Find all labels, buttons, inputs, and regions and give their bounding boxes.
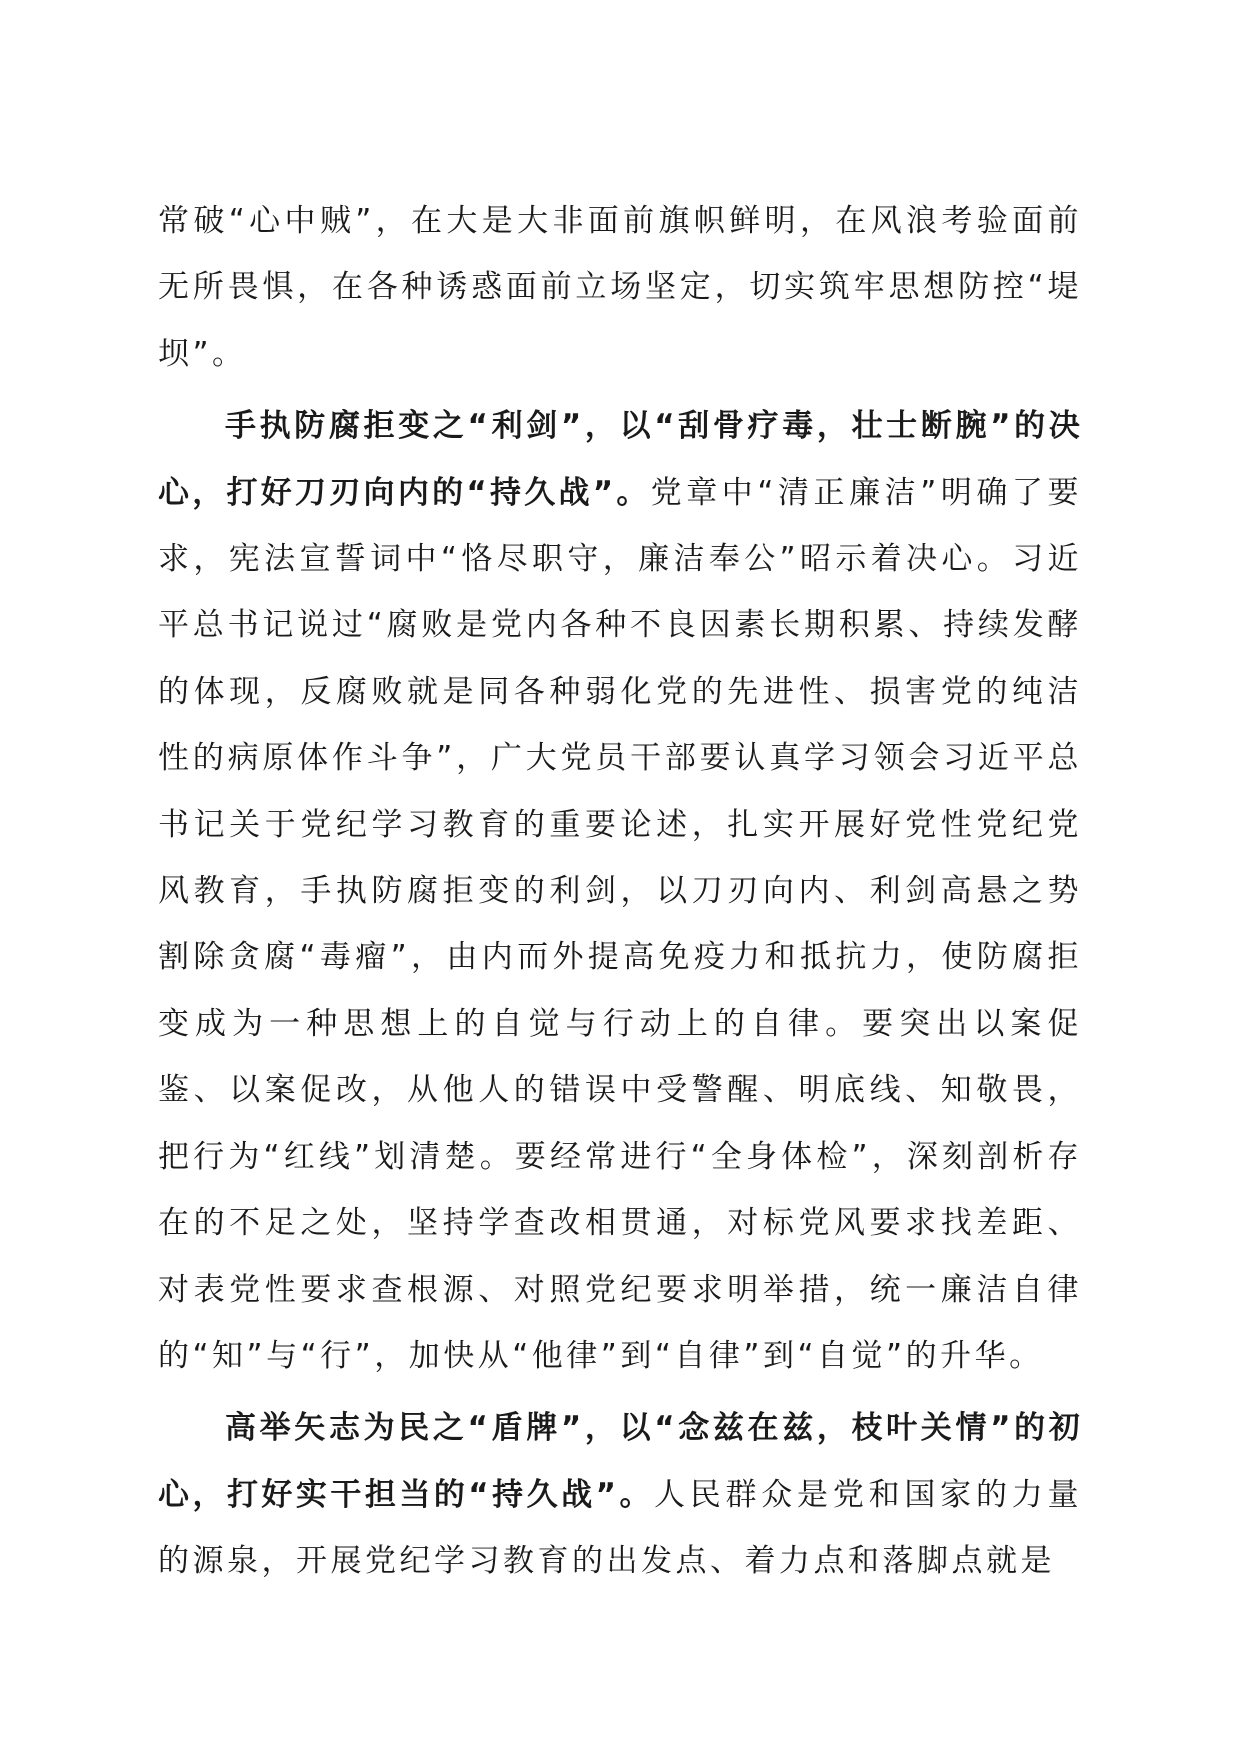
paragraph-1 <box>158 188 1082 387</box>
document-body <box>158 188 1082 1595</box>
paragraph-3-text: 人民群众是党和国家的力量的源泉，开展党纪学习教育的出发点、着力点和落脚点就是 <box>158 1476 1083 1580</box>
paragraph-3-lead: 高举矢志为民之“盾牌”，以“念兹在兹，枝叶关情”的初心，打好实干担当的“持久战”。 <box>158 1410 1082 1513</box>
paragraph-2-lead: 手执防腐拒变之“利剑”，以“刮骨疗毒，壮士断腕”的决心，打好刀刃向内的“持久战”。 <box>158 408 1082 511</box>
paragraph-2 <box>158 393 1082 1389</box>
paragraph-1-text: 常破“心中贼”，在大是大非面前旗帜鲜明，在风浪考验面前无所畏惧，在各种诱惑面前立场坚定，切实筑牢思想防控“堤坝”。 <box>158 203 1082 372</box>
paragraph-2-text: 党章中“清正廉洁”明确了要求，宪法宣誓词中“恪尽职守，廉洁奉公”昭示着决心。习近平总书记说过“腐败是党内各种不良因素长期积累、持续发酵的体现，反腐败就是同各种弱化党的先进性、损害党的纯洁性的病原体作斗争”，广大党员干部要认真学习领会习近平总书记关于党纪学习教育的重要论述，扎实开展好党性党纪党风教育，手执防腐拒变的利剑，以刀刃向内、利剑高悬之势割除贪腐“毒瘤”，由内而外提高免疫力和抵抗力，使防腐拒变成为一种思想上的自觉与行动上的自律。要突出以案促鉴、以案促改，从他人的错误中受警醒、明底线、知敬畏，把行为“红线”划清楚。要经常进行“全身体检”，深刻剖析存在的不足之处，坚持学查改相贯通，对标党风要求找差距、对表党性要求查根源、对照党纪要求明举措，统一廉洁自律的“知”与“行”，加快从“他律”到“自律”到“自觉”的升华。 <box>158 474 1082 1374</box>
paragraph-3 <box>158 1395 1082 1594</box>
